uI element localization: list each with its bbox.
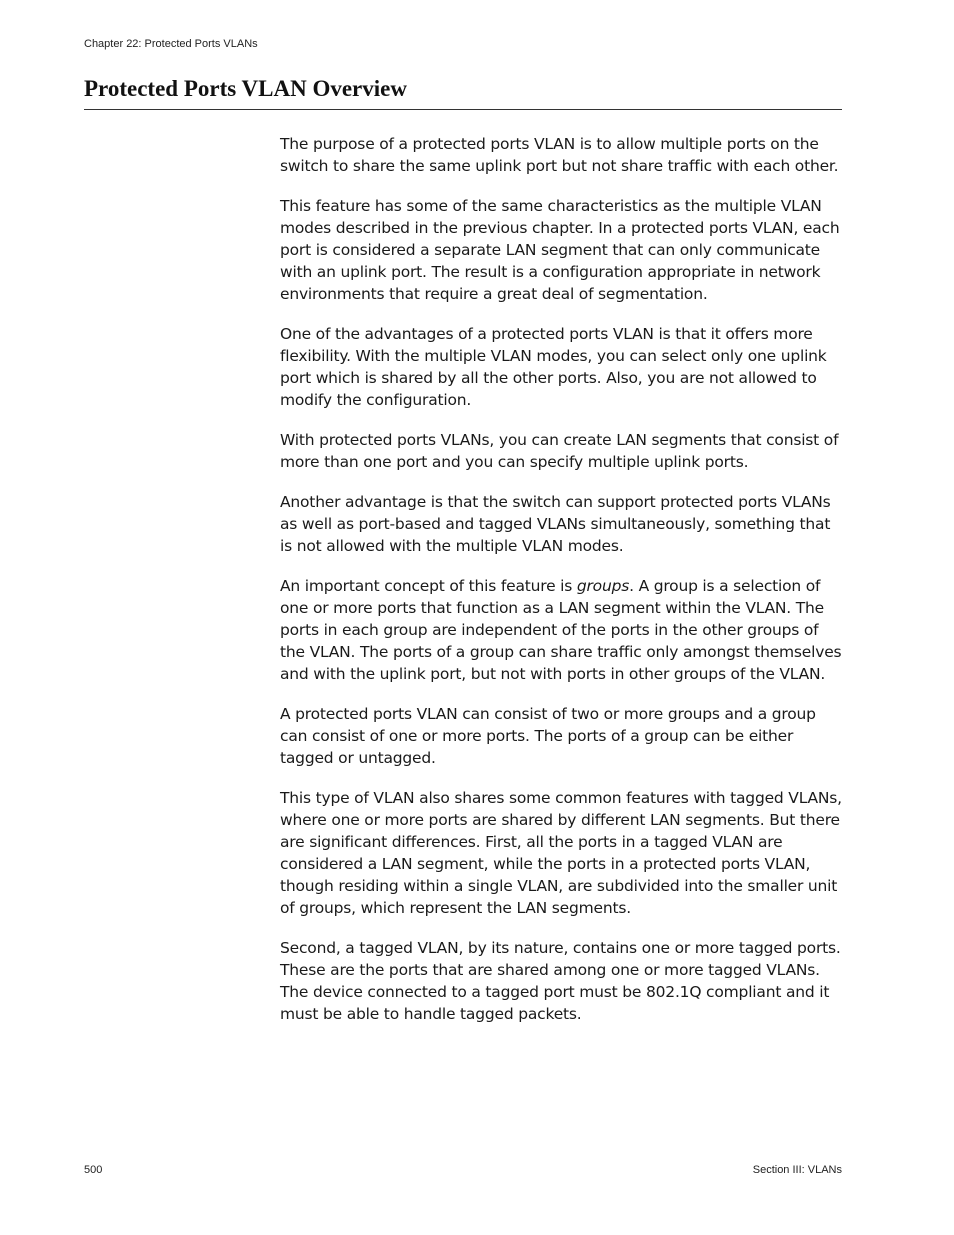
emphasis-groups: groups [576, 577, 630, 595]
paragraph-groups-concept [280, 575, 842, 685]
title-divider [84, 109, 842, 110]
paragraph-text: . A group is a selection of one or more ports that function as a LAN segment within the VLAN. The ports in each group are independent of the ports in the other groups of the VLAN. The ports of a group can share traffic only amongst themselves and with the uplink port, but not with ports in other groups of the VLAN. [280, 577, 842, 683]
paragraph: The purpose of a protected ports VLAN is to allow multiple ports on the switch to share the same uplink port but not share traffic with each other. [280, 135, 839, 175]
page-number: 500 [84, 1164, 103, 1176]
paragraph: With protected ports VLANs, you can create LAN segments that consist of more than one port and you can specify multiple uplink ports. [280, 431, 839, 471]
paragraph: Second, a tagged VLAN, by its nature, contains one or more tagged ports. These are the ports that are shared among one or more tagged VLANs. The device connected to a tagged port must be 802.1Q compliant and it must be able to handle tagged packets. [280, 939, 841, 1023]
footer-section-label: Section III: VLANs [752, 1164, 842, 1176]
body-text [280, 133, 842, 1043]
paragraph: A protected ports VLAN can consist of two or more groups and a group can consist of one or more ports. The ports of a group can be either tagged or untagged. [280, 705, 816, 767]
paragraph: Another advantage is that the switch can support protected ports VLANs as well as port-based and tagged VLANs simultaneously, something that is not allowed with the multiple VLAN modes. [280, 493, 831, 555]
paragraph: This type of VLAN also shares some common features with tagged VLANs, where one or more ports are shared by different LAN segments. But there are significant differences. First, all the ports in a tagged VLAN are considered a LAN segment, while the ports in a protected ports VLAN, though residing within a single VLAN, are subdivided into the smaller unit of groups, which represent the LAN segments. [280, 789, 842, 917]
paragraph: One of the advantages of a protected ports VLAN is that it offers more flexibility. With the multiple VLAN modes, you can select only one uplink port which is shared by all the other ports. Also, you are not allowed to modify the configuration. [280, 325, 827, 409]
paragraph-text: An important concept of this feature is [280, 577, 577, 595]
section-title: Protected Ports VLAN Overview [84, 76, 407, 101]
running-header: Chapter 22: Protected Ports VLANs [84, 38, 258, 50]
paragraph: This feature has some of the same characteristics as the multiple VLAN modes described in the previous chapter. In a protected ports VLAN, each port is considered a separate LAN segment that can only communicate with an uplink port. The result is a configuration appropriate in network environments that require a great deal of segmentation. [280, 197, 840, 303]
